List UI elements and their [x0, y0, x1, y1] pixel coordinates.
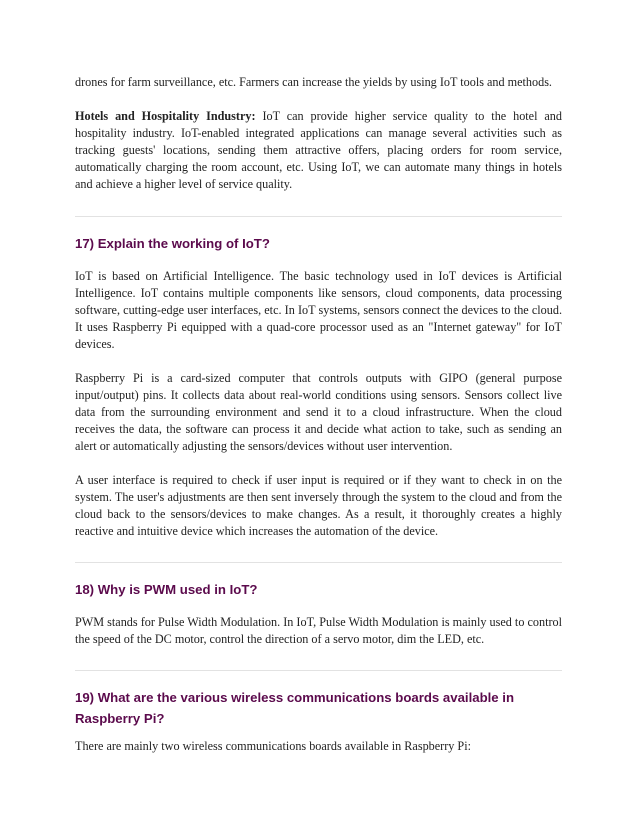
q17-heading: 17) Explain the working of IoT? [75, 236, 270, 251]
q17-paragraph-3: A user interface is required to check if user input is required or if they want to check in on the system. The user's adjustments are then sent inversely through the system to the cloud and from the cloud back to the sensors/devices to make changes. As a result, it thoroughly creates a highly reactive and intuitive device which increases the automation of the device. [75, 473, 562, 538]
hotels-paragraph [75, 108, 562, 193]
section-divider [75, 562, 562, 563]
q19-paragraph-1: There are mainly two wireless communications boards available in Raspberry Pi: [75, 739, 471, 753]
q17-paragraph-2: Raspberry Pi is a card-sized computer that controls outputs with GIPO (general purpose input/output) pins. It collects data about real-world conditions using sensors. Sensors collect live data from the surrounding environment and send it to a cloud infrastructure. When the cloud receives the data, the software can process it and decide what action to take, such as sending an alert or automatically adjusting the sensors/devices without user intervention. [75, 371, 562, 453]
q18-heading: 18) Why is PWM used in IoT? [75, 582, 258, 597]
intro-continued-paragraph: drones for farm surveillance, etc. Farmers can increase the yields by using IoT tools and methods. [75, 75, 552, 89]
section-divider [75, 670, 562, 671]
hotels-text: IoT can provide higher service quality to the hotel and hospitality industry. IoT-enabled integrated applications can manage several activities such as tracking guests' locations, sending them attractive offers, placing orders for room service, automatically charging the room account, etc. Using IoT, we can automate many things in hotels and achieve a higher level of service quality. [75, 109, 562, 191]
q19-heading: 19) What are the various wireless communications boards available in Raspberry Pi? [75, 690, 514, 726]
document-page [75, 0, 562, 755]
q18-paragraph-1: PWM stands for Pulse Width Modulation. In IoT, Pulse Width Modulation is mainly used to control the speed of the DC motor, control the direction of a servo motor, dim the LED, etc. [75, 615, 562, 646]
section-divider [75, 216, 562, 217]
hotels-label: Hotels and Hospitality Industry: [75, 109, 256, 123]
q17-paragraph-1: IoT is based on Artificial Intelligence. The basic technology used in IoT devices is Artificial Intelligence. IoT contains multiple components like sensors, cloud components, data processing software, cutting-edge user interfaces, etc. In IoT systems, sensors connect the devices to the cloud. It uses Raspberry Pi equipped with a quad-core processor used as an "Internet gateway" for IoT devices. [75, 269, 562, 351]
